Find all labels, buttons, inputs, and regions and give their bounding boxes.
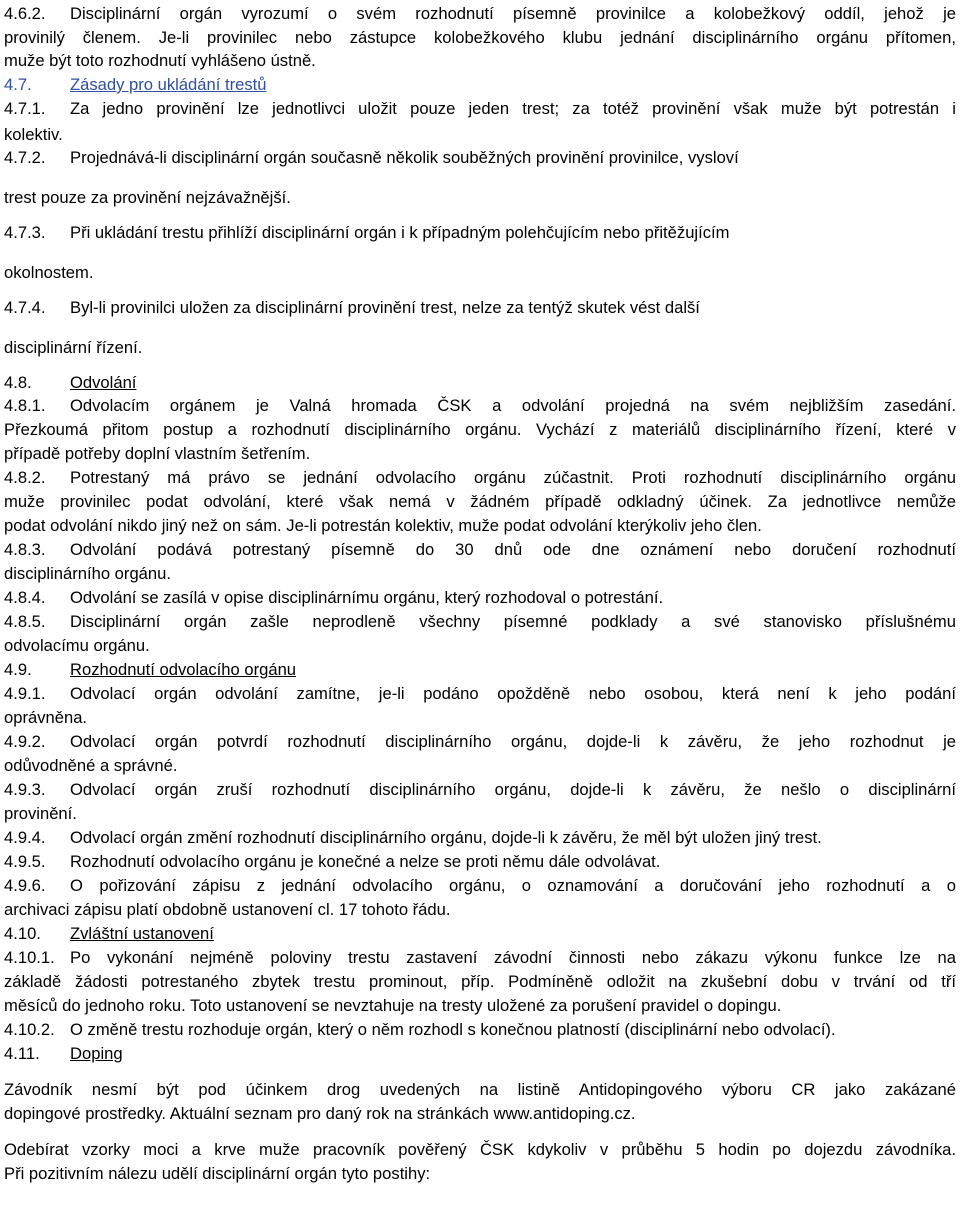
line-text: Disciplinární orgán zašle neprodleně všechny písemné podklady a své stanovisko příslušnému [70,612,956,631]
paragraph-line [4,780,956,800]
section-number: 4.7.4. [4,298,46,317]
section-number: 4.8.1. [4,396,46,415]
line-text: oprávněna. [4,708,88,727]
paragraph-line [4,900,956,920]
line-text: odůvodněné a správné. [4,756,178,775]
paragraph-line [4,298,956,318]
section-number: 4.8.4. [4,588,46,607]
paragraph-line [4,684,956,704]
line-text: podat odvolání nikdo jiný než on sám. Je-li potrestán kolektiv, muže podat odvolání kterýkoliv jeho člen. [4,516,762,535]
paragraph-line [4,28,956,48]
line-text: Odvolání se zasílá v opise disciplinárnímu orgánu, který rozhodoval o potrestání. [70,588,664,607]
section-heading [4,1044,956,1064]
paragraph-line [4,99,956,119]
paragraph-line [4,708,956,728]
section-number: 4.6.2. [4,4,46,23]
line-text: odvolacímu orgánu. [4,636,150,655]
line-text: Při pozitivním nálezu udělí disciplinární orgán tyto postihy: [4,1164,431,1183]
paragraph-line [4,188,956,208]
section-number: 4.10.2. [4,1020,55,1039]
paragraph-line [4,492,956,512]
line-text: provinění. [4,804,77,823]
line-text: Po vykonání nejméně poloviny trestu zastavení závodní činnosti nebo zákazu výkonu funkce lze na [70,948,956,967]
line-text: Projednává-li disciplinární orgán současně několik souběžných provinění provinilce, vysloví [70,148,739,167]
section-number: 4.9.2. [4,732,46,751]
section-title: Zvláštní ustanovení [70,924,214,943]
paragraph-line [4,540,956,560]
paragraph-line [4,516,956,536]
line-text: Odvolání podává potrestaný písemně do 30 dnů ode dne oznámení nebo doručení rozhodnutí [70,540,956,559]
paragraph-line [4,1080,956,1100]
section-title: Odvolání [70,373,137,392]
line-text: Odvolací orgán změní rozhodnutí disciplinárního orgánu, dojde-li k závěru, že měl být uložen jiný trest. [70,828,822,847]
section-number: 4.7.3. [4,223,46,242]
line-text: Byl-li provinilci uložen za disciplinární provinění trest, nelze za tentýž skutek vést další [70,298,700,317]
line-text: muže provinilec podat odvolání, které však nemá v žádném případě odkladný účinek. Za jednotlivce nemůže [4,492,956,511]
section-number: 4.9.1. [4,684,46,703]
paragraph-line [4,804,956,824]
line-text: disciplinární řízení. [4,338,143,357]
line-text: případě potřeby doplní vlastním šetřením. [4,444,311,463]
line-text: Odvolací orgán potvrdí rozhodnutí disciplinárního orgánu, dojde-li k závěru, že jeho rozhodnut je [70,732,956,751]
section-number: 4.10. [4,924,41,943]
paragraph-line [4,972,956,992]
paragraph-line [4,852,956,872]
line-text: Disciplinární orgán vyrozumí o svém rozhodnutí písemně provinilce a kolobežkový oddíl, jehož je [70,4,956,23]
section-heading [4,660,956,680]
paragraph-line [4,444,956,464]
paragraph-line [4,51,956,71]
section-number: 4.8.3. [4,540,46,559]
line-text: provinilý členem. Je-li provinilec nebo zástupce kolobežkového klubu jednání disciplinárního orgánu přítomen, [4,28,956,47]
line-text: základě žádosti potrestaného zbytek trestu prominout, příp. Podmíněně odložit na zkušební dobu v trvání od tří [4,972,956,991]
paragraph-line [4,636,956,656]
paragraph-line [4,223,956,243]
line-text: muže být toto rozhodnutí vyhlášeno ústně. [4,51,316,70]
line-text: kolektiv. [4,125,63,144]
line-text: měsíců do jednoho roku. Toto ustanovení se nevztahuje na tresty uložené za porušení pravidel o dopingu. [4,996,782,1015]
paragraph-line [4,1140,956,1160]
line-text: Potrestaný má právo se jednání odvolacího orgánu zúčastnit. Proti rozhodnutí disciplinárního orgánu [70,468,956,487]
section-heading [4,924,956,944]
paragraph-line [4,756,956,776]
paragraph-line [4,948,956,968]
paragraph-line [4,420,956,440]
line-text: Závodník nesmí být pod účinkem drog uvedených na listině Antidopingového výboru CR jako zakázané [4,1080,956,1099]
section-number: 4.9.6. [4,876,46,895]
line-text: Při ukládání trestu přihlíží disciplinární orgán i k případným polehčujícím nebo přitěžujícím [70,223,730,242]
section-number: 4.8. [4,373,32,392]
section-heading [4,75,956,95]
section-number: 4.9.5. [4,852,46,871]
paragraph-line [4,4,956,24]
paragraph-line [4,828,956,848]
line-text: Rozhodnutí odvolacího orgánu je konečné a nelze se proti němu dále odvolávat. [70,852,661,871]
line-text: O pořizování zápisu z jednání odvolacího orgánu, o oznamování a doručování jeho rozhodnutí a o [70,876,956,895]
section-number: 4.8.2. [4,468,46,487]
paragraph-line [4,996,956,1016]
section-heading [4,373,956,393]
line-text: Odvolací orgán odvolání zamítne, je-li podáno opožděně nebo osobou, která není k jeho podání [70,684,956,703]
paragraph-line [4,148,956,168]
paragraph-line [4,125,956,145]
paragraph-line [4,468,956,488]
line-text: Odvolacím orgánem je Valná hromada ČSK a odvolání projedná na svém nejbližším zasedání. [70,396,956,415]
line-text: O změně trestu rozhoduje orgán, který o něm rozhodl s konečnou platností (disciplinární nebo odvolací). [70,1020,836,1039]
paragraph-line [4,564,956,584]
paragraph-line [4,338,956,358]
line-text: Odebírat vzorky moci a krve muže pracovník pověřený ČSK kdykoliv v průběhu 5 hodin po dojezdu závodníka. [4,1140,956,1159]
paragraph-line [4,396,956,416]
paragraph-line [4,732,956,752]
paragraph-line [4,612,956,632]
paragraph-line [4,1164,956,1184]
section-title: Doping [70,1044,123,1063]
section-number: 4.11. [4,1044,40,1063]
section-number: 4.8.5. [4,612,46,631]
section-number: 4.10.1. [4,948,55,967]
section-number: 4.7.2. [4,148,46,167]
paragraph-line [4,1104,956,1124]
paragraph-line [4,263,956,283]
line-text: disciplinárního orgánu. [4,564,171,583]
section-number: 4.7.1. [4,99,46,118]
line-text: Odvolací orgán zruší rozhodnutí disciplinárního orgánu, dojde-li k závěru, že nešlo o disciplinární [70,780,956,799]
line-text: dopingové prostředky. Aktuální seznam pro daný rok na stránkách www.antidoping.cz. [4,1104,636,1123]
line-text: trest pouze za provinění nejzávažnější. [4,188,291,207]
paragraph-line [4,1020,956,1040]
section-title: Rozhodnutí odvolacího orgánu [70,660,297,679]
line-text: archivaci zápisu platí obdobně ustanovení cl. 17 tohoto řádu. [4,900,451,919]
paragraph-line [4,588,956,608]
line-text: Přezkoumá přitom postup a rozhodnutí disciplinárního orgánu. Vychází z materiálů disciplinárního řízení, které v [4,420,956,439]
paragraph-line [4,876,956,896]
section-number: 4.9.4. [4,828,46,847]
line-text: okolnostem. [4,263,94,282]
section-title: Zásady pro ukládání trestů [70,75,267,94]
section-number: 4.9.3. [4,780,46,799]
section-number: 4.7. [4,75,32,94]
section-number: 4.9. [4,660,32,679]
line-text: Za jedno provinění lze jednotlivci uložit pouze jeden trest; za totéž provinění však muže být potrestán i [70,99,956,118]
